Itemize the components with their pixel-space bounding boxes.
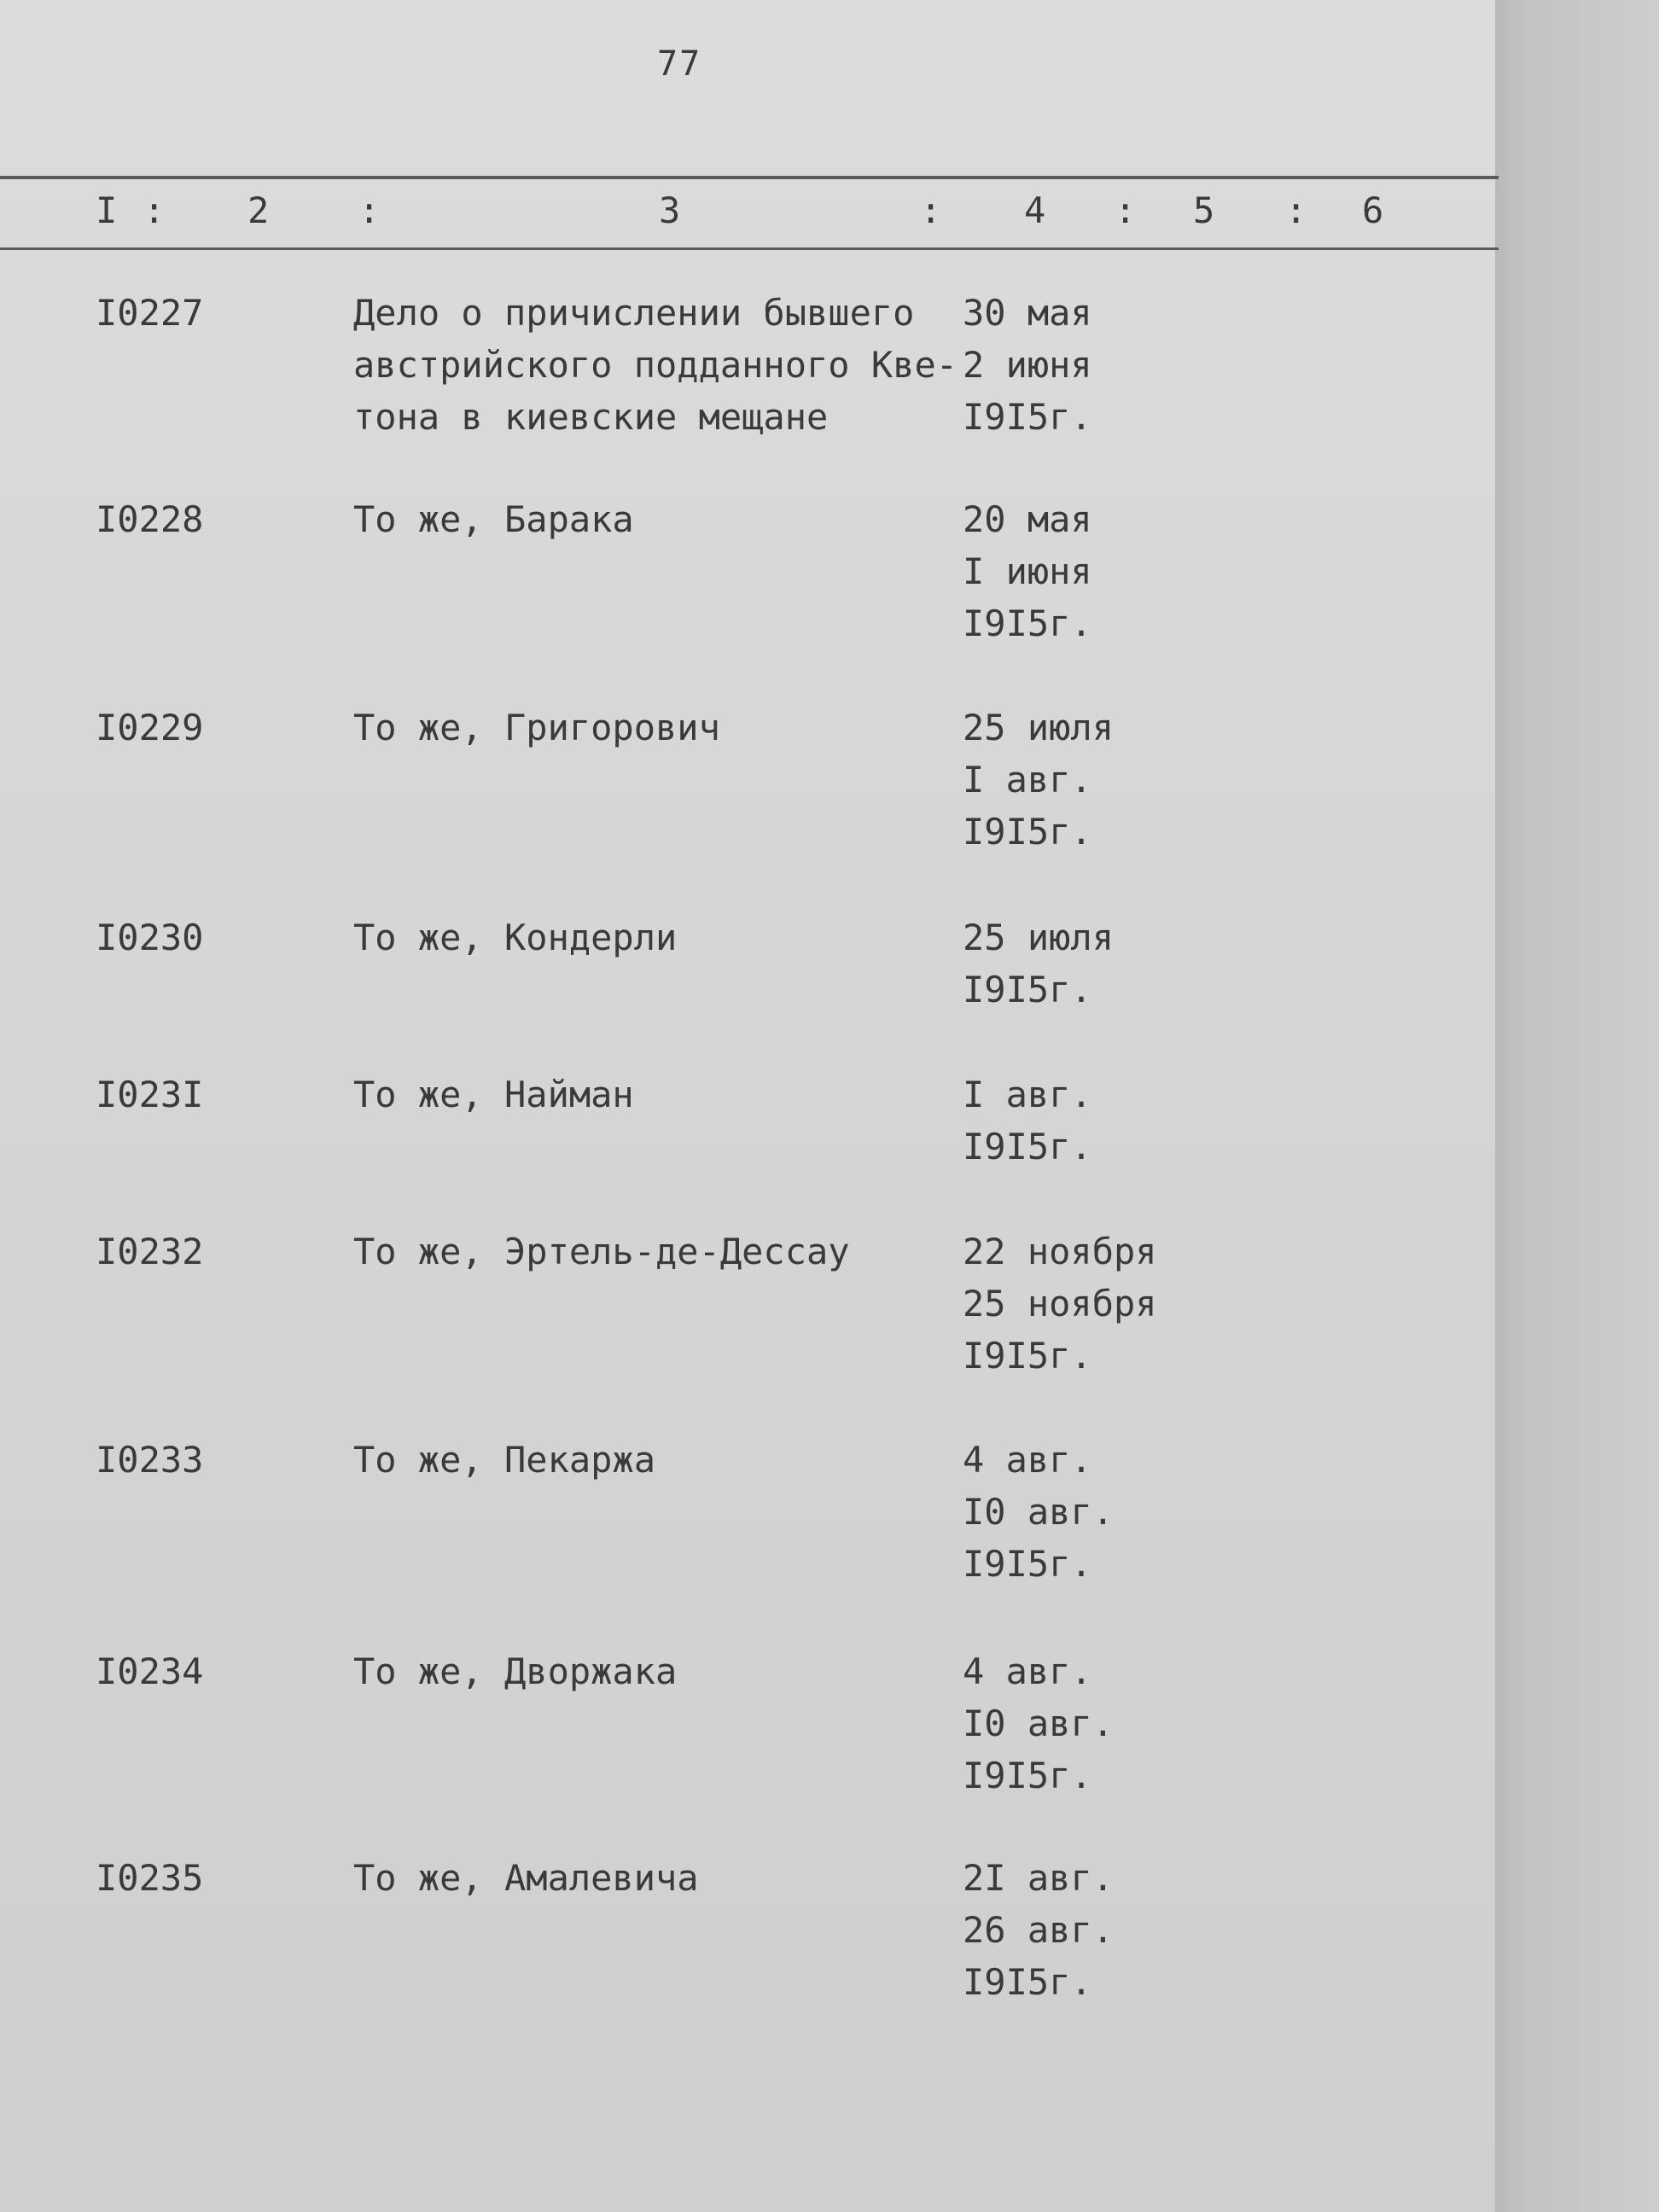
record-number: I0232	[96, 1231, 204, 1272]
title-line: То же, Григорович	[353, 707, 720, 748]
date-line: 30 мая	[963, 292, 1092, 334]
record-dates	[963, 1645, 1114, 1802]
title-line: Дело о причислении бывшего	[353, 292, 915, 334]
record-title	[353, 1068, 634, 1121]
column-header-4: 4	[1024, 189, 1046, 231]
record-number: I0235	[96, 1857, 204, 1899]
date-line: I9I5г.	[963, 602, 1092, 644]
record-title	[353, 701, 720, 754]
record-title	[353, 1225, 850, 1278]
date-line: I0 авг.	[963, 1491, 1115, 1533]
header-rule-top	[0, 176, 1499, 179]
date-line: I9I5г.	[963, 1126, 1092, 1167]
header-rule-bottom	[0, 247, 1499, 250]
record-dates	[963, 701, 1114, 858]
title-line: То же, Эртель-де-Дессау	[353, 1231, 850, 1272]
column-separator: :	[358, 189, 381, 231]
record-number: I0233	[96, 1439, 204, 1481]
date-line: I июня	[963, 550, 1092, 592]
date-line: 4 авг.	[963, 1650, 1092, 1692]
date-line: 22 ноября	[963, 1231, 1157, 1272]
record-number: I0227	[96, 292, 204, 334]
page-number: 77	[657, 44, 702, 84]
record-title	[353, 1645, 677, 1697]
column-header-3: 3	[659, 189, 681, 231]
date-line: 2I авг.	[963, 1857, 1115, 1899]
date-line: 20 мая	[963, 498, 1092, 540]
column-separator: :	[1285, 189, 1307, 231]
record-dates	[963, 287, 1092, 443]
record-dates	[963, 1068, 1092, 1173]
title-line: То же, Барака	[353, 498, 634, 540]
title-line: То же, Амалевича	[353, 1857, 699, 1899]
page-edge-shadow	[1495, 0, 1659, 2212]
title-line: австрийского подданного Кве-	[353, 344, 958, 386]
column-header-6: 6	[1362, 189, 1384, 231]
date-line: I9I5г.	[963, 396, 1092, 438]
date-line: 4 авг.	[963, 1439, 1092, 1481]
column-header-1: I	[96, 189, 118, 231]
record-dates	[963, 1225, 1157, 1382]
date-line: I0 авг.	[963, 1703, 1115, 1744]
date-line: I9I5г.	[963, 969, 1092, 1010]
record-number: I023I	[96, 1074, 204, 1115]
date-line: 26 авг.	[963, 1909, 1115, 1951]
title-line: тона в киевские мещане	[353, 396, 829, 438]
record-title	[353, 1434, 655, 1486]
date-line: I9I5г.	[963, 1755, 1092, 1796]
date-line: I9I5г.	[963, 1961, 1092, 2003]
date-line: I авг.	[963, 759, 1092, 800]
record-title	[353, 287, 958, 443]
date-line: I авг.	[963, 1074, 1092, 1115]
record-number: I0234	[96, 1650, 204, 1692]
date-line: I9I5г.	[963, 1335, 1092, 1377]
column-separator: :	[920, 189, 942, 231]
record-title	[353, 911, 677, 963]
column-separator: :	[1115, 189, 1137, 231]
column-header-2: 2	[247, 189, 270, 231]
date-line: 2 июня	[963, 344, 1092, 386]
record-dates	[963, 911, 1114, 1016]
date-line: I9I5г.	[963, 1543, 1092, 1585]
title-line: То же, Кондерли	[353, 917, 678, 958]
date-line: I9I5г.	[963, 811, 1092, 853]
record-number: I0229	[96, 707, 204, 748]
record-dates	[963, 493, 1092, 649]
title-line: То же, Дворжака	[353, 1650, 678, 1692]
date-line: 25 июля	[963, 707, 1115, 748]
record-number: I0228	[96, 498, 204, 540]
column-header-5: 5	[1193, 189, 1215, 231]
date-line: 25 ноября	[963, 1283, 1157, 1324]
title-line: То же, Пекаржа	[353, 1439, 656, 1481]
record-number: I0230	[96, 917, 204, 958]
record-title	[353, 1852, 699, 1904]
column-separator: :	[143, 189, 166, 231]
record-dates	[963, 1852, 1114, 2008]
record-title	[353, 493, 634, 545]
date-line: 25 июля	[963, 917, 1115, 958]
record-dates	[963, 1434, 1114, 1590]
title-line: То же, Найман	[353, 1074, 634, 1115]
